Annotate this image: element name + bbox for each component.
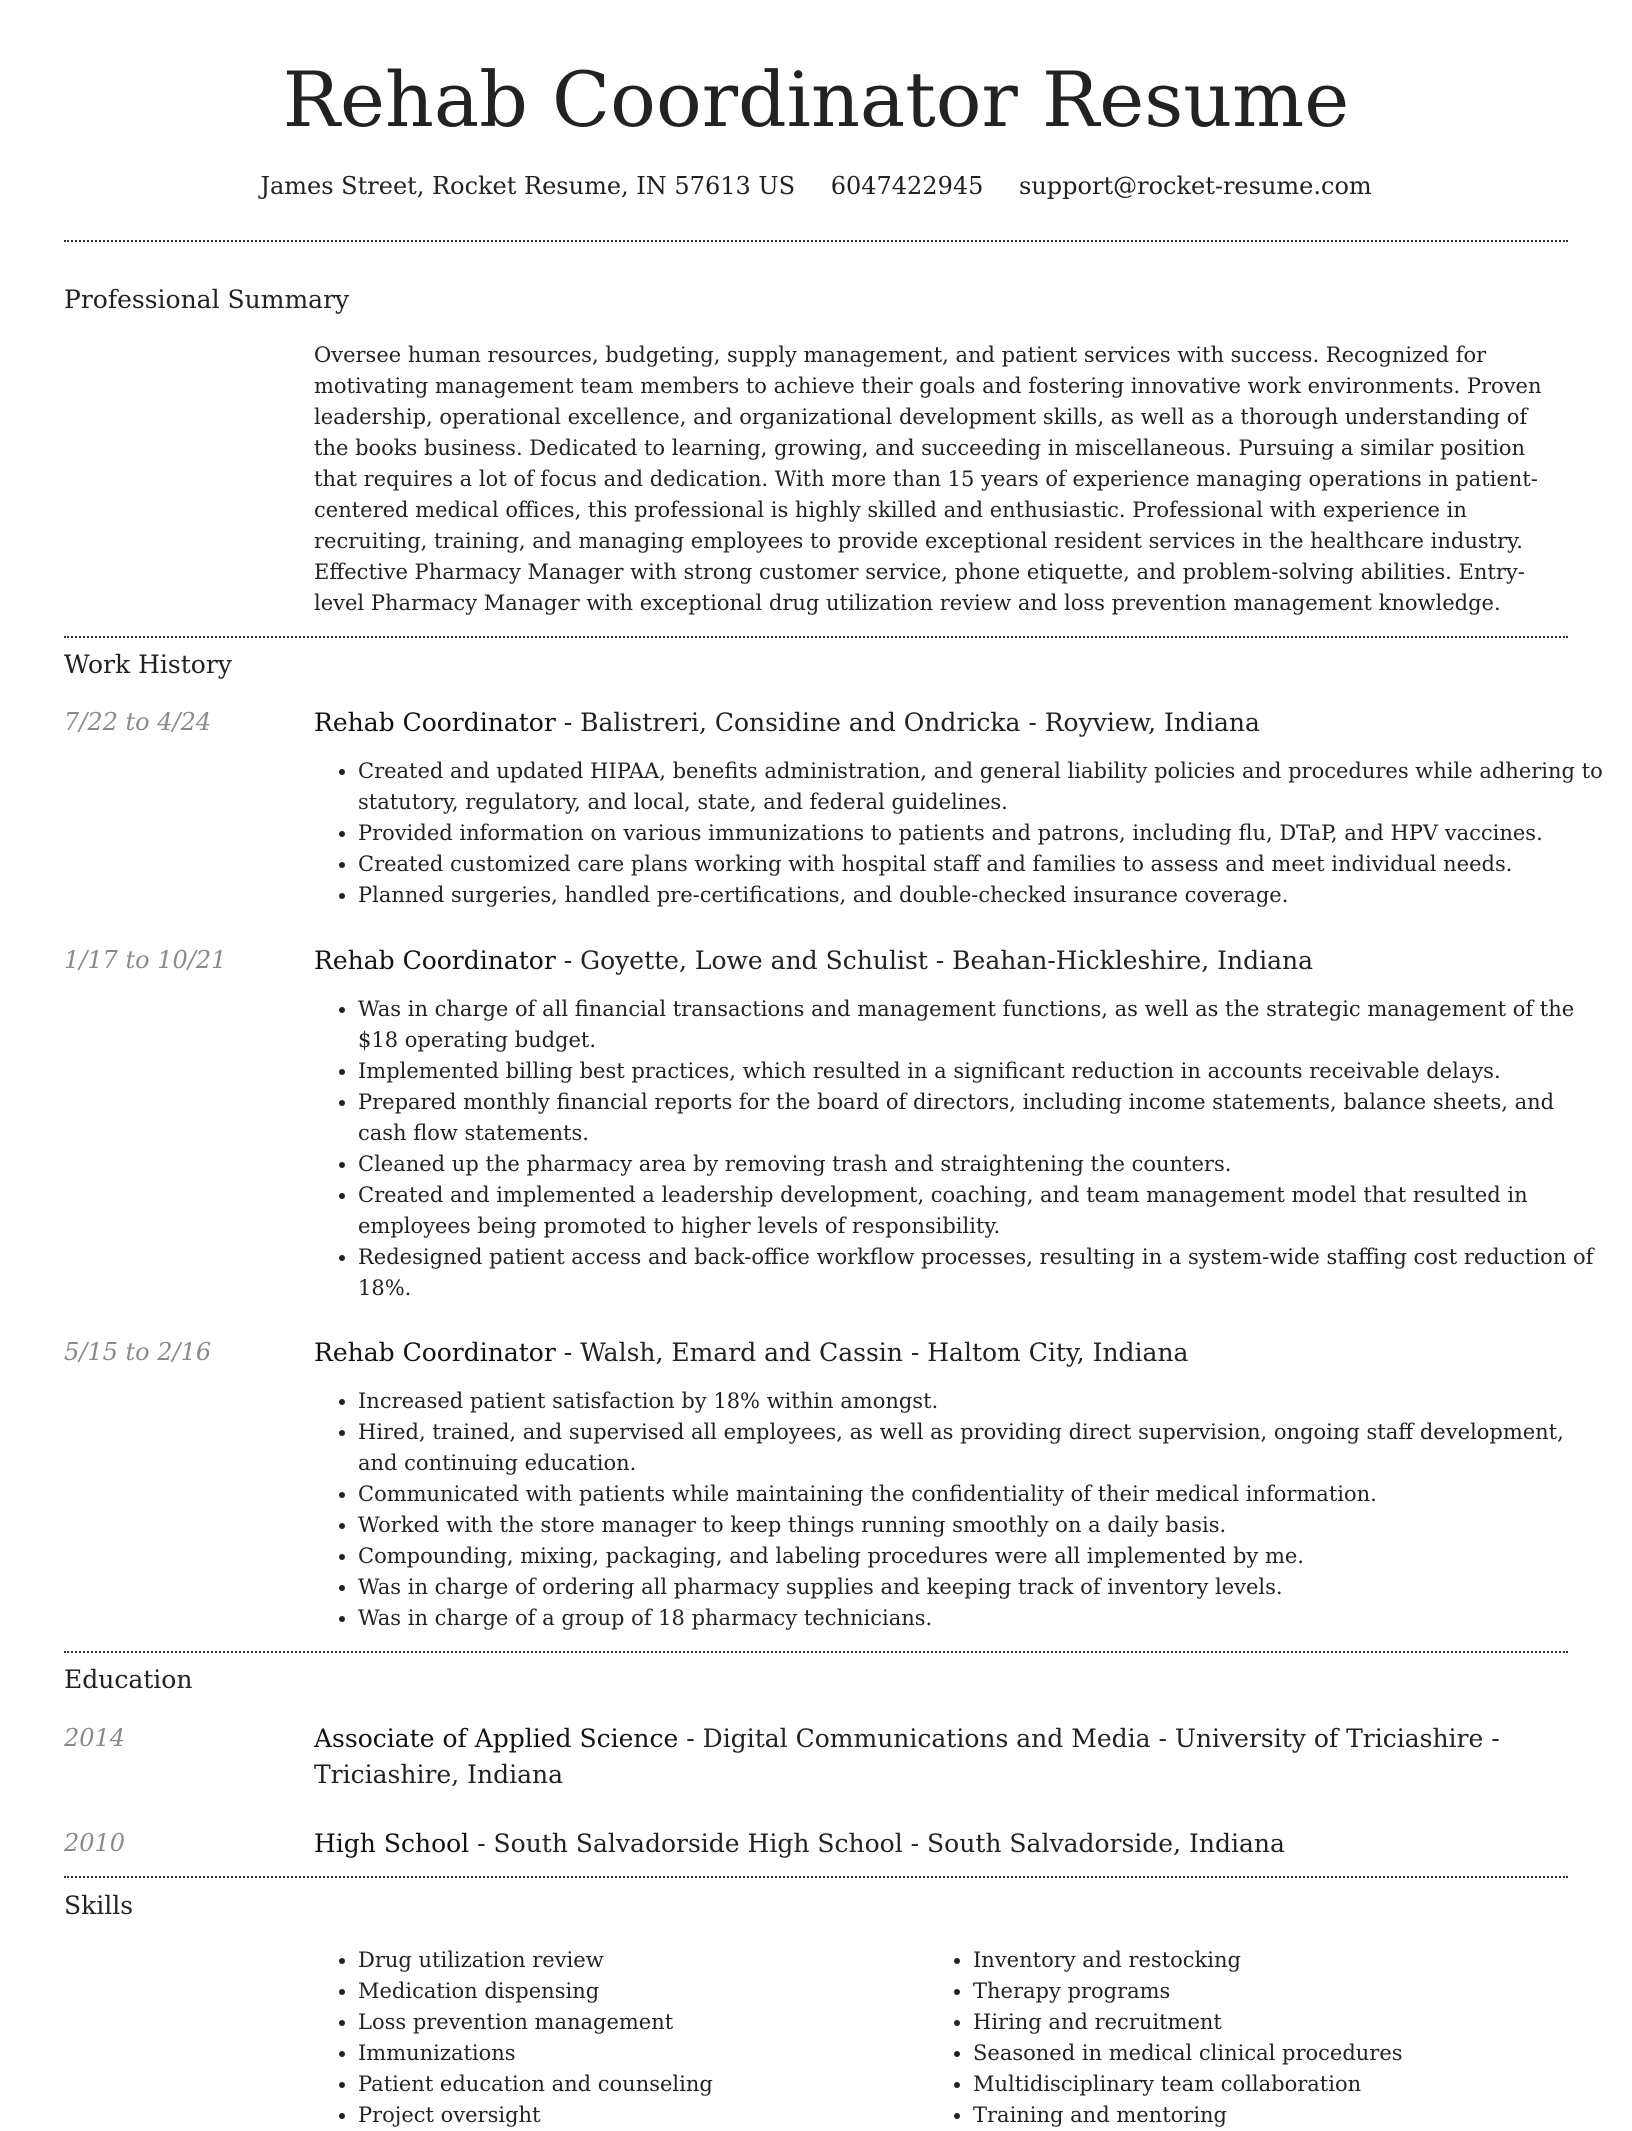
list-item: • Prepared monthly financial reports for the board of directors, including income statements, balance sheets, and cash flow statements. (358, 1087, 1608, 1149)
list-item: • Created and implemented a leadership development, coaching, and team management model that resulted in employees being promoted to higher levels of responsibility. (358, 1180, 1608, 1242)
divider (64, 1651, 1568, 1653)
job-title (314, 943, 1564, 979)
list-item: • Implemented billing best practices, which resulted in a significant reduction in accounts receivable delays. (358, 1056, 1608, 1087)
job-dates: 7/22 to 4/24 (64, 708, 212, 736)
job-title (314, 1335, 1564, 1371)
skill-item: • Multidisciplinary team collaboration (973, 2069, 1573, 2100)
education-degree: High School (314, 1829, 470, 1858)
skills-list-left (314, 1945, 928, 2131)
job-dates: 1/17 to 10/21 (64, 946, 227, 974)
education-degree: Associate of Applied Science (314, 1724, 679, 1753)
list-item: • Created customized care plans working with hospital staff and families to assess and meet individual needs. (358, 849, 1608, 880)
divider (64, 240, 1568, 242)
list-item: • Compounding, mixing, packaging, and labeling procedures were all implemented by me. (358, 1541, 1608, 1572)
education-year: 2010 (64, 1829, 126, 1857)
page-title: Rehab Coordinator Resume (282, 55, 1350, 144)
skill-item: • Hiring and recruitment (973, 2007, 1573, 2038)
list-item: • Was in charge of a group of 18 pharmacy technicians. (358, 1603, 1608, 1634)
contact-address: James Street, Rocket Resume, IN 57613 US (260, 172, 796, 200)
list-item: • Was in charge of ordering all pharmacy supplies and keeping track of inventory levels. (358, 1572, 1608, 1603)
job-role: Rehab Coordinator (314, 946, 556, 975)
job-role: Rehab Coordinator (314, 1338, 556, 1367)
divider (64, 636, 1568, 638)
education-entry (314, 1721, 1564, 1793)
job-employer: - Balistreri, Considine and Ondricka - Royview, Indiana (555, 708, 1260, 737)
list-item: • Was in charge of all financial transactions and management functions, as well as the strategic management of the $18 operating budget. (358, 994, 1608, 1056)
skill-item: • Drug utilization review (358, 1945, 928, 1976)
contact-line (0, 170, 1632, 202)
education-school: - South Salvadorside High School - South Salvadorside, Indiana (469, 1829, 1285, 1858)
skill-item: • Inventory and restocking (973, 1945, 1573, 1976)
section-title-education: Education (64, 1665, 193, 1694)
skill-item: • Patient education and counseling (358, 2069, 928, 2100)
skill-item: • Project oversight (358, 2100, 928, 2131)
list-item: • Hired, trained, and supervised all employees, as well as providing direct supervision, ongoing staff development, and continuing education. (358, 1417, 1608, 1479)
list-item: • Worked with the store manager to keep things running smoothly on a daily basis. (358, 1510, 1608, 1541)
skill-item: • Training and mentoring (973, 2100, 1573, 2131)
job-dates: 5/15 to 2/16 (64, 1338, 212, 1366)
job-bullets (314, 994, 1608, 1304)
divider (64, 1876, 1568, 1878)
contact-phone: 6047422945 (830, 172, 984, 200)
education-entry (314, 1826, 1564, 1862)
list-item: • Created and updated HIPAA, benefits administration, and general liability policies and procedures while adhering to statutory, regulatory, and local, state, and federal guidelines. (358, 756, 1608, 818)
list-item: • Communicated with patients while maintaining the confidentiality of their medical information. (358, 1479, 1608, 1510)
job-title (314, 705, 1564, 741)
contact-email: support@rocket-resume.com (1019, 172, 1372, 200)
job-bullets (314, 756, 1608, 911)
job-role: Rehab Coordinator (314, 708, 556, 737)
section-title-summary: Professional Summary (64, 285, 350, 314)
list-item: • Increased patient satisfaction by 18% within amongst. (358, 1386, 1608, 1417)
skill-item: • Medication dispensing (358, 1976, 928, 2007)
section-title-skills: Skills (64, 1891, 134, 1920)
job-employer: - Walsh, Emard and Cassin - Haltom City, Indiana (555, 1338, 1189, 1367)
skills-list-right (929, 1945, 1573, 2131)
section-title-work: Work History (64, 650, 232, 679)
skill-item: • Therapy programs (973, 1976, 1573, 2007)
summary-text: Oversee human resources, budgeting, supply management, and patient services with success. Recognized for motivating management team members to achieve their goals and fostering innovative work environments. Proven leadership, operational excellence, and organizational development skills, as well as a thorough understanding of the books business. Dedicated to learning, growing, and succeeding in miscellaneous. Pursuing a similar position that requires a lot of focus and dedication. With more than 15 years of experience managing operations in patient-centered medical offices, this professional is highly skilled and enthusiastic. Professional with experience in recruiting, training, and managing employees to provide exceptional resident services in the healthcare industry. Effective Pharmacy Manager with strong customer service, phone etiquette, and problem-solving abilities. Entry-level Pharmacy Manager with exceptional drug utilization review and loss prevention management knowledge. (314, 343, 1542, 615)
list-item: • Redesigned patient access and back-office workflow processes, resulting in a system-wide staffing cost reduction of 18%. (358, 1242, 1608, 1304)
job-employer: - Goyette, Lowe and Schulist - Beahan-Hickleshire, Indiana (555, 946, 1313, 975)
skill-item: • Seasoned in medical clinical procedures (973, 2038, 1573, 2069)
education-school: - Digital Communications and Media - University of Triciashire - Triciashire, Indiana (314, 1724, 1500, 1789)
skill-item: • Loss prevention management (358, 2007, 928, 2038)
list-item: • Planned surgeries, handled pre-certifications, and double-checked insurance coverage. (358, 880, 1608, 911)
education-year: 2014 (64, 1724, 126, 1752)
list-item: • Provided information on various immunizations to patients and patrons, including flu, DTaP, and HPV vaccines. (358, 818, 1608, 849)
job-bullets (314, 1386, 1608, 1634)
skill-item: • Immunizations (358, 2038, 928, 2069)
list-item: • Cleaned up the pharmacy area by removing trash and straightening the counters. (358, 1149, 1608, 1180)
